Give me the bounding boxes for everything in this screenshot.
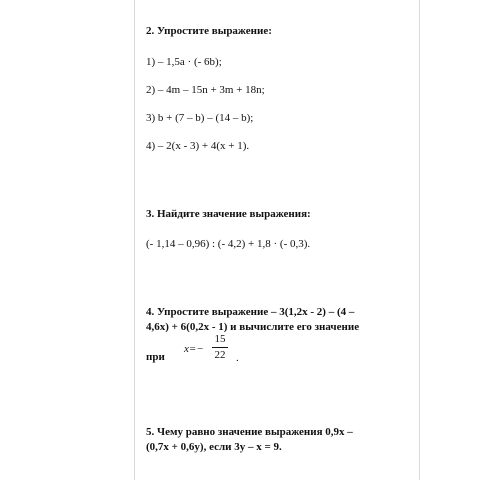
task2-item-3: 3) b + (7 – b) – (14 – b); <box>146 112 254 124</box>
formula-prefix: x=− <box>184 343 204 355</box>
formula-end-dot: . <box>236 352 239 364</box>
task4-formula <box>184 333 244 367</box>
task5-line-1: 5. Чему равно значение выражения 0,9x – <box>146 426 353 438</box>
task2-item-2: 2) – 4m – 15n + 3m + 18n; <box>146 84 265 96</box>
fraction-denominator: 22 <box>214 349 226 361</box>
task4-line-2: 4,6x) + 6(0,2x - 1) и вычислите его значение <box>146 321 360 333</box>
task2-item-4: 4) – 2(x - 3) + 4(x + 1). <box>146 140 250 152</box>
task4-line-1: 4. Упростите выражение – 3(1,2x - 2) – (4 – <box>146 306 355 318</box>
task3-expression: (- 1,14 – 0,96) : (- 4,2) + 1,8 · (- 0,3). <box>146 238 311 250</box>
fraction <box>212 333 228 362</box>
fraction-bar <box>212 347 228 348</box>
task2-item-1: 1) – 1,5a · (- 6b); <box>146 56 222 68</box>
task2-title: 2. Упростите выражение: <box>146 25 272 37</box>
task5-line-2: (0,7x + 0,6y), если 3y – x = 9. <box>146 441 282 453</box>
task3-title: 3. Найдите значение выражения: <box>146 208 311 220</box>
fraction-numerator: 15 <box>214 333 226 345</box>
task4-at-label: при <box>146 351 165 363</box>
